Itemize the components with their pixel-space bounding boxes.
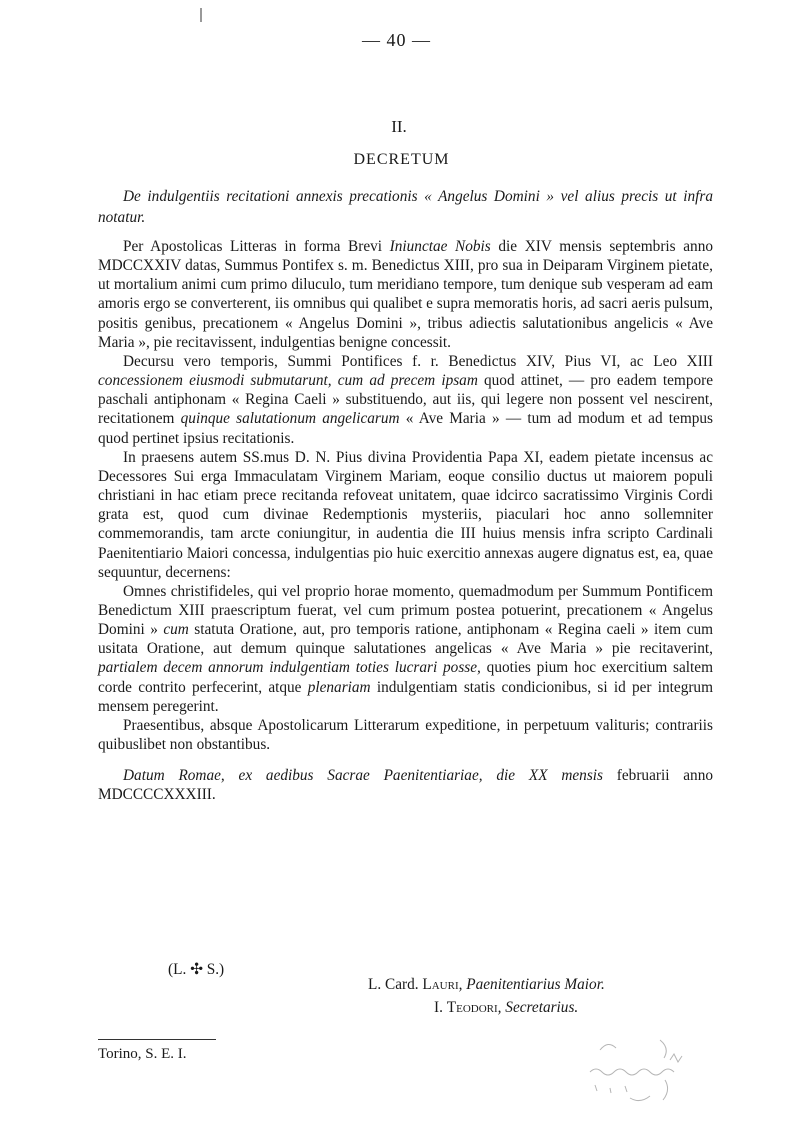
signature-secretary-title: , Secretarius. [497,999,579,1016]
page-number: — 40 — [362,30,431,50]
paragraph-text: quod attinet, — pro eadem tempore paschali antiphonam « Regina Caeli » substituendo, aut iis, qui legere non possent vel nescirent, recitationem [98,372,713,428]
decree-body [98,237,713,805]
signature-secretary-prefix: I. [434,999,447,1016]
body-paragraph [98,582,713,716]
body-paragraph [98,716,713,754]
paragraph-text: « Ave Maria » — tum ad modum et ad tempus quod pertinet ipsius recitationis. [98,410,713,447]
paragraph-text: Praesentibus, absque Apostolicarum Litterarum expeditione, in perpetuum valituris; contrariis quibuslibet non obstantibus. [98,716,713,754]
paragraph-text: Omnes christifideles, qui vel proprio horae momento, quemadmodum per Summum Pontificem Benedictum XIII praescriptum fuerat, vel cum primum postea potuerint, precationem « Angelus Domini » [98,582,713,639]
paragraph-text: februarii anno MDCCCCXXXIII. [98,767,713,804]
decree-subtitle: De indulgentiis recitationi annexis precationis « Angelus Domini » vel alius precis ut infra notatur. [98,188,713,226]
signature-secretary-name: Teodori [446,999,498,1016]
body-paragraph [98,448,713,582]
paragraph-text: Decursu vero temporis, Summi Pontifices f. r. Benedictus XIV, Pius VI, ac Leo XIII [123,352,713,370]
decree-heading: DECRETUM [353,151,450,168]
italic-text: Iniunctae Nobis [389,238,491,255]
paragraph-text: In praesens autem SS.mus D. N. Pius divina Providentia Papa XI, eadem pietate incensus ac Decessores Sui erga Immaculatam Virginem Mariam, eoque consilio ductus ut maiorem populi christiani in hac etiam prece recitanda refoveat unitatem, quae idcirco sacratissimo Virginis Cordi grata est, quod cum divinae Redemptionis mysteriis, piaculari hoc anno sollemniter commemorandis, tam arcte coniungitur, in audentia die III huius mensis infra scripto Cardinali Paenitentiario Maiori concessa, indulgentias pio huic exercitio annexas augere dignatus est, ea, quae sequuntur, decernens: [98,448,713,581]
paragraph-text: Per Apostolicas Litteras in forma Brevi [123,238,390,255]
italic-text: cum [163,621,189,639]
body-paragraph [98,237,713,352]
paragraph-text: indulgentiam statis condicionibus, si id per integrum mensem peregerint. [98,678,713,715]
seal-mark: (L. ✣ S.) [168,961,225,978]
paragraph-text: statuta Oratione, aut, pro temporis ratione, antiphonam « Regina caeli » item cum usitata Oratione, aut demum quinque salutationes angelicas « Ave Maria » pie recitaverint, [98,621,713,658]
signature-cardinal-title: , Paenitentiarius Maior. [458,976,605,993]
body-paragraph [98,352,713,448]
italic-text: Datum Romae, ex aedibus Sacrae Paenitentiariae, die XX mensis [123,767,603,785]
faint-stamp-mark [570,1010,710,1120]
body-paragraph [98,766,713,804]
footer-rule [98,1039,216,1040]
paragraph-text: quoties pium hoc exercitium saltem corde contrito perfecerint, atque [98,659,713,696]
italic-text: partialem decem annorum indulgentiam toties lucrari posse, [98,659,481,677]
signature-cardinal-name: Lauri [422,976,459,993]
printer-imprint: Torino, S. E. I. [98,1046,187,1062]
signature-cardinal [368,976,605,994]
signature-cardinal-prefix: L. Card. [368,976,423,993]
italic-text: concessionem eiusmodi submutarunt, cum ad precem ipsam [98,372,478,390]
italic-text: quinque salutationum angelicarum [180,410,400,428]
signature-secretary [434,999,578,1017]
section-number: II. [391,117,407,136]
scan-mark [200,8,202,22]
paragraph-text: die XIV mensis septembris anno MDCCXXIV datas, Summus Pontifex s. m. Benedictus XIII, pro sua in Deiparam Virginem pietate, ut mortalium animi cum primo diluculo, tum meridiano tempore, tum denique sub vesperam ad eam amoris ergo se converterent, iis omnibus qui qualibet e supra memoratis horis, ad sacri aeris pulsum, positis genibus, precationem « Angelus Domini », tribus adiectis salutationibus angelicis « Ave Maria », pie recitavissent, indulgentias benigne concessit. [98,238,713,351]
italic-text: plenariam [307,678,371,696]
